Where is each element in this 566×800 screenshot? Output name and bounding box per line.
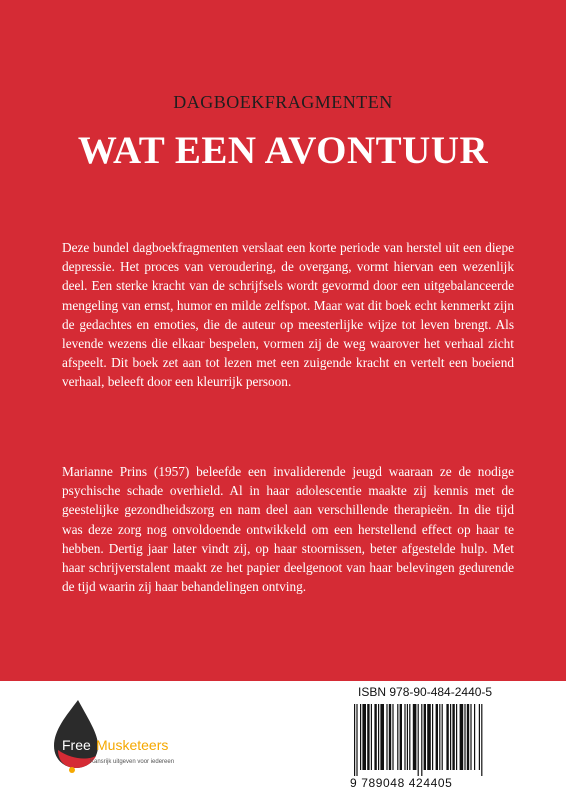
barcode-bar: [436, 704, 438, 770]
barcode-bar: [464, 704, 465, 770]
barcode-bar: [356, 704, 357, 776]
author-bio-paragraph: Marianne Prins (1957) beleefde een invaliderende jeugd waaraan ze de nodige psychische schade overhield. Al in haar adolescentie maakte zij kennis met de geestelijke gezondheidszorg en nam deel aan verschillende therapieën. In die tijd was deze zorg nog onvoldoende ontwikkeld om een herstellend effect op haar te hebben. Dertig jaar later vindt zij, op haar stoornissen, beter afgestelde hulp. Met haar schrijverstalent maakt ze het papier deelgenoot van haar belevingen gedurende de tijd waarin zij haar behandelingen ontving.: [62, 464, 514, 595]
barcode-bar: [479, 704, 480, 770]
barcode-bar: [374, 704, 376, 770]
barcode-bar: [424, 704, 426, 770]
barcode-bar: [409, 704, 410, 770]
barcode-bar: [474, 704, 475, 770]
barcode-digits: 9 789048 424405: [350, 776, 453, 790]
barcode-bar: [407, 704, 408, 770]
barcode-bar: [460, 704, 464, 770]
publisher-name-musketeers: Musketeers: [96, 737, 169, 753]
barcode-bar: [389, 704, 391, 770]
publisher-tagline: Kansrijk uitgeven voor iedereen: [90, 759, 175, 765]
barcode-bar: [367, 704, 369, 770]
blurb-paragraph: Deze bundel dagboekfragmenten verslaat een korte periode van herstel uit een diepe depressie. Het proces van veroudering, de overgang, vormt hiervan een wezenlijk deel. Een sterke kracht van de schrijfsels wordt gevormd door een uitgebalanceerde mengeling van ernst, humor en milde zelfspot. Maar wat dit boek echt kenmerkt zijn de gedachtes en emoties, die de auteur op meesterlijke wijze tot leven brengt. Als levende wezens die elkaar bespelen, vormen zij de weg waarover het verhaal zicht afspeelt. Dit boek zet aan tot lezen met een zuigende kracht en vertelt een boeiend verhaal, beleeft door een kleurrijk persoon.: [62, 240, 514, 390]
publisher-logo: [48, 694, 208, 774]
barcode-bar: [380, 704, 384, 770]
isbn-label: ISBN 978-90-484-2440-5: [358, 685, 493, 699]
barcode-bar: [386, 704, 387, 770]
barcode-bar: [470, 704, 471, 770]
publisher-name-free: Free: [62, 737, 91, 753]
barcode-bar: [456, 704, 457, 770]
barcode-bar: [427, 704, 431, 770]
barcode-bar: [362, 704, 366, 770]
barcode-bar: [481, 704, 482, 776]
barcode-bar: [432, 704, 433, 770]
barcode-bar: [413, 704, 417, 770]
barcode-bar: [392, 704, 393, 770]
barcode-bar: [442, 704, 443, 770]
barcode-bar: [378, 704, 379, 770]
barcode-bar: [354, 704, 355, 776]
series-label: DAGBOEKFRAGMENTEN: [173, 92, 393, 112]
barcode-bar: [439, 704, 440, 770]
barcode-bars: [354, 704, 534, 776]
book-title: WAT EEN AVONTUUR: [77, 129, 489, 172]
barcode-bar: [404, 704, 405, 770]
barcode-bar: [450, 704, 451, 770]
barcode-block: [340, 684, 540, 794]
barcode-bar: [446, 704, 448, 770]
barcode-bar: [452, 704, 454, 770]
barcode-bar: [397, 704, 398, 770]
barcode-bar: [360, 704, 361, 770]
barcode-bar: [400, 704, 402, 770]
barcode-bar: [371, 704, 372, 770]
barcode-bar: [467, 704, 469, 770]
barcode-bar: [421, 704, 422, 776]
barcode-bar: [418, 704, 419, 776]
